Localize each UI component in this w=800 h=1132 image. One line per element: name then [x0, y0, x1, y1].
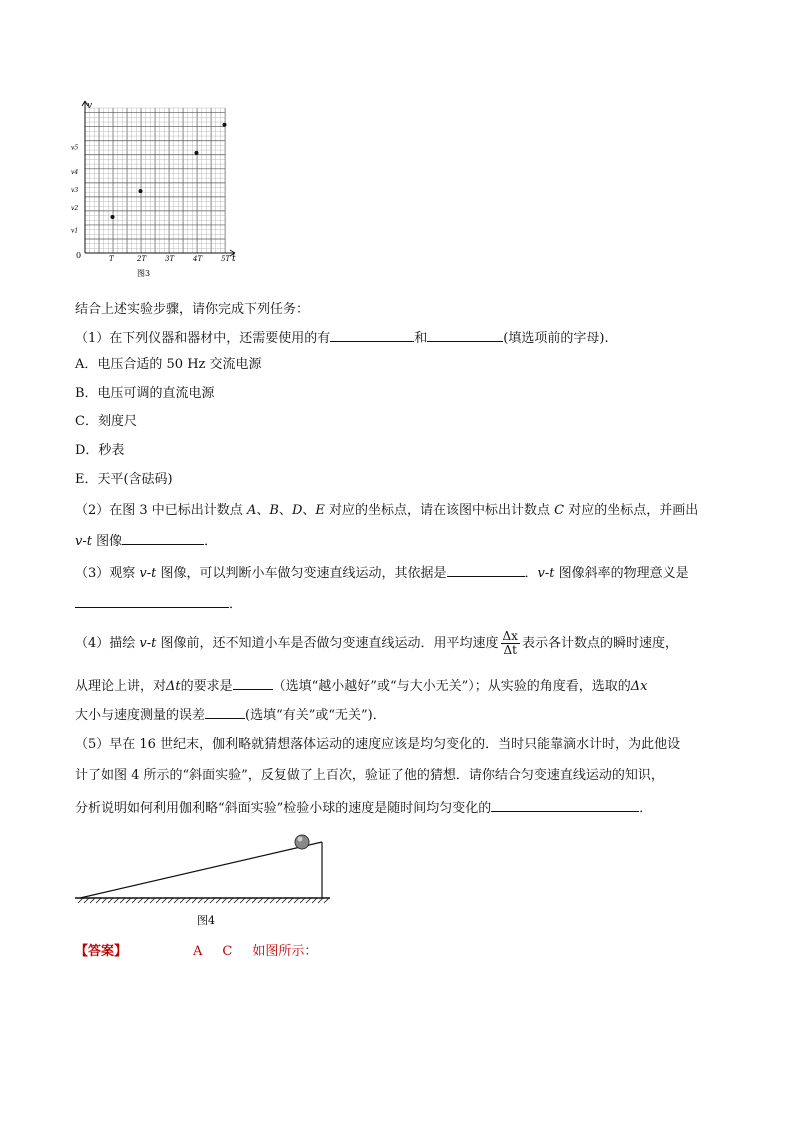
q2-text-b: 对应的坐标点，请在该图中标出计数点 [324, 503, 555, 518]
answer-1: A [193, 944, 203, 959]
data-point [223, 123, 227, 127]
question-3 [75, 563, 689, 583]
q4-delta-t: Δt [166, 679, 181, 694]
graph-grid [85, 108, 225, 253]
x-tick-label: 4T [193, 255, 203, 263]
y-tick-label: v3 [71, 187, 79, 194]
q3-text-b: 图像，可以判断小车做匀变速直线运动，其依据是 [156, 566, 447, 581]
y-tick-label: v2 [71, 205, 79, 212]
question-1 [75, 328, 609, 348]
q4-blank-2[interactable] [205, 705, 245, 719]
q4-text-h: (选填“有关”或“无关”)． [245, 708, 386, 723]
q2-sep: 、 [302, 503, 316, 518]
q3-blank-2[interactable] [75, 594, 229, 608]
y-tick-label: v5 [71, 144, 79, 152]
q1-hint: (填选项前的字母). [503, 331, 609, 346]
question-3-cont [75, 594, 242, 614]
q3-text-d: 图像斜率的物理意义是 [554, 566, 689, 581]
option-e: E．天平(含砝码) [75, 472, 173, 487]
answer-3: 如图所示： [252, 944, 318, 959]
answer-label: 【答案】 [75, 944, 128, 959]
incline-surface [80, 842, 322, 898]
q2-blank[interactable] [122, 531, 204, 545]
question-2 [75, 502, 698, 520]
question-5-cont2 [75, 798, 652, 818]
graph-axes [82, 101, 235, 256]
q3-text-a: （3）观察 [75, 566, 140, 581]
data-point [111, 215, 115, 219]
question-5: （5）早在 16 世纪末，伽利略就猜想落体运动的速度应该是均匀变化的．当时只能靠滴水计时，为此他设 [75, 737, 681, 752]
q2-text-a: （2）在图 3 中已标出计数点 [75, 503, 247, 518]
x-axis-label: t [232, 254, 236, 264]
q5-end: ． [639, 801, 653, 816]
origin-label: 0 [76, 251, 82, 260]
incline-figure [70, 828, 340, 933]
q4-text-e: 的要求是 [180, 679, 233, 694]
q2-point-c: C [554, 503, 565, 518]
fraction-denominator: Δt [503, 643, 517, 657]
q2-point-e: E [315, 503, 325, 518]
answer-2: C [222, 944, 233, 959]
q2-text-c: 对应的坐标点，并画出 [564, 503, 699, 518]
question-5-cont: 计了如图 4 所示的“斜面实验”，反复做了上百次，验证了他的猜想．请你结合匀变速直线运动的知识， [75, 768, 664, 783]
q1-text: （1）在下列仪器和器材中，还需要使用的有 [75, 331, 331, 346]
question-4 [75, 630, 678, 657]
q3-end: ． [229, 597, 243, 612]
x-tick-label: 5T [221, 255, 231, 263]
q2-end: ． [204, 534, 218, 549]
option-a: A．电压合适的 50 Hz 交流电源 [75, 357, 262, 372]
q2-sep: 、 [256, 503, 270, 518]
q5-text-c: 分析说明如何利用伽利略“斜面实验”检验小球的速度是随时间均匀变化的 [75, 801, 492, 816]
q4-text-b: 图像前，还不知道小车是否做匀变速直线运动．用平均速度 [156, 636, 499, 651]
fraction-numerator: Δx [502, 629, 518, 643]
q4-text-d: 从理论上讲，对 [75, 679, 167, 694]
q4-text-a: （4）描绘 [75, 636, 140, 651]
y-axis-label: v [87, 101, 93, 111]
fig3-caption: 图3 [137, 269, 151, 278]
q3-vt: v-t [139, 566, 157, 581]
velocity-fraction [501, 630, 520, 657]
q4-blank-1[interactable] [233, 676, 273, 690]
q3-blank-1[interactable] [447, 563, 525, 577]
q4-text-c: 表示各计数点的瞬时速度， [521, 636, 678, 651]
q2-point-b: B [269, 503, 279, 518]
q1-and: 和 [414, 331, 428, 346]
x-tick-label: 2T [137, 255, 147, 263]
option-c: C．刻度尺 [75, 414, 137, 429]
q5-blank[interactable] [491, 798, 639, 812]
q3-vt: v-t [537, 566, 555, 581]
question-2-cont [75, 531, 217, 551]
axis-lines [82, 101, 235, 256]
q1-blank-2[interactable] [427, 328, 503, 342]
ball [295, 835, 309, 849]
x-tick-label: 3T [165, 255, 175, 263]
ball-highlight [298, 837, 303, 842]
y-tick-label: v4 [71, 169, 79, 176]
intro-text: 结合上述实验步骤，请你完成下列任务： [75, 302, 310, 317]
question-4-cont [75, 676, 647, 696]
answer-line [75, 943, 317, 961]
data-point [195, 151, 199, 155]
graph-points [111, 123, 227, 219]
q2-point-d: D [291, 503, 303, 518]
data-point [139, 189, 143, 193]
vt-graph [70, 98, 250, 278]
q2-text-d: 图像 [91, 534, 123, 549]
q2-point-a: A [246, 503, 257, 518]
y-tick-label: v1 [71, 227, 79, 235]
option-d: D．秒表 [75, 443, 125, 458]
q4-text-f: （选填“越小越好”或“与大小无关”）；从实验的角度看，选取的 [272, 679, 631, 694]
q3-text-c: ． [524, 566, 538, 581]
q4-text-g: 大小与速度测量的误差 [75, 708, 206, 723]
q4-delta-x: Δx [630, 679, 648, 694]
q4-vt: v-t [139, 636, 157, 651]
question-4-cont2 [75, 705, 386, 725]
option-b: B．电压可调的直流电源 [75, 386, 215, 401]
q1-blank-1[interactable] [330, 328, 414, 342]
graph-tick-labels [71, 144, 231, 263]
q2-sep: 、 [278, 503, 292, 518]
q2-vt: v-t [75, 534, 92, 549]
fig4-caption: 图4 [197, 914, 215, 927]
x-tick-label: T [109, 255, 114, 263]
